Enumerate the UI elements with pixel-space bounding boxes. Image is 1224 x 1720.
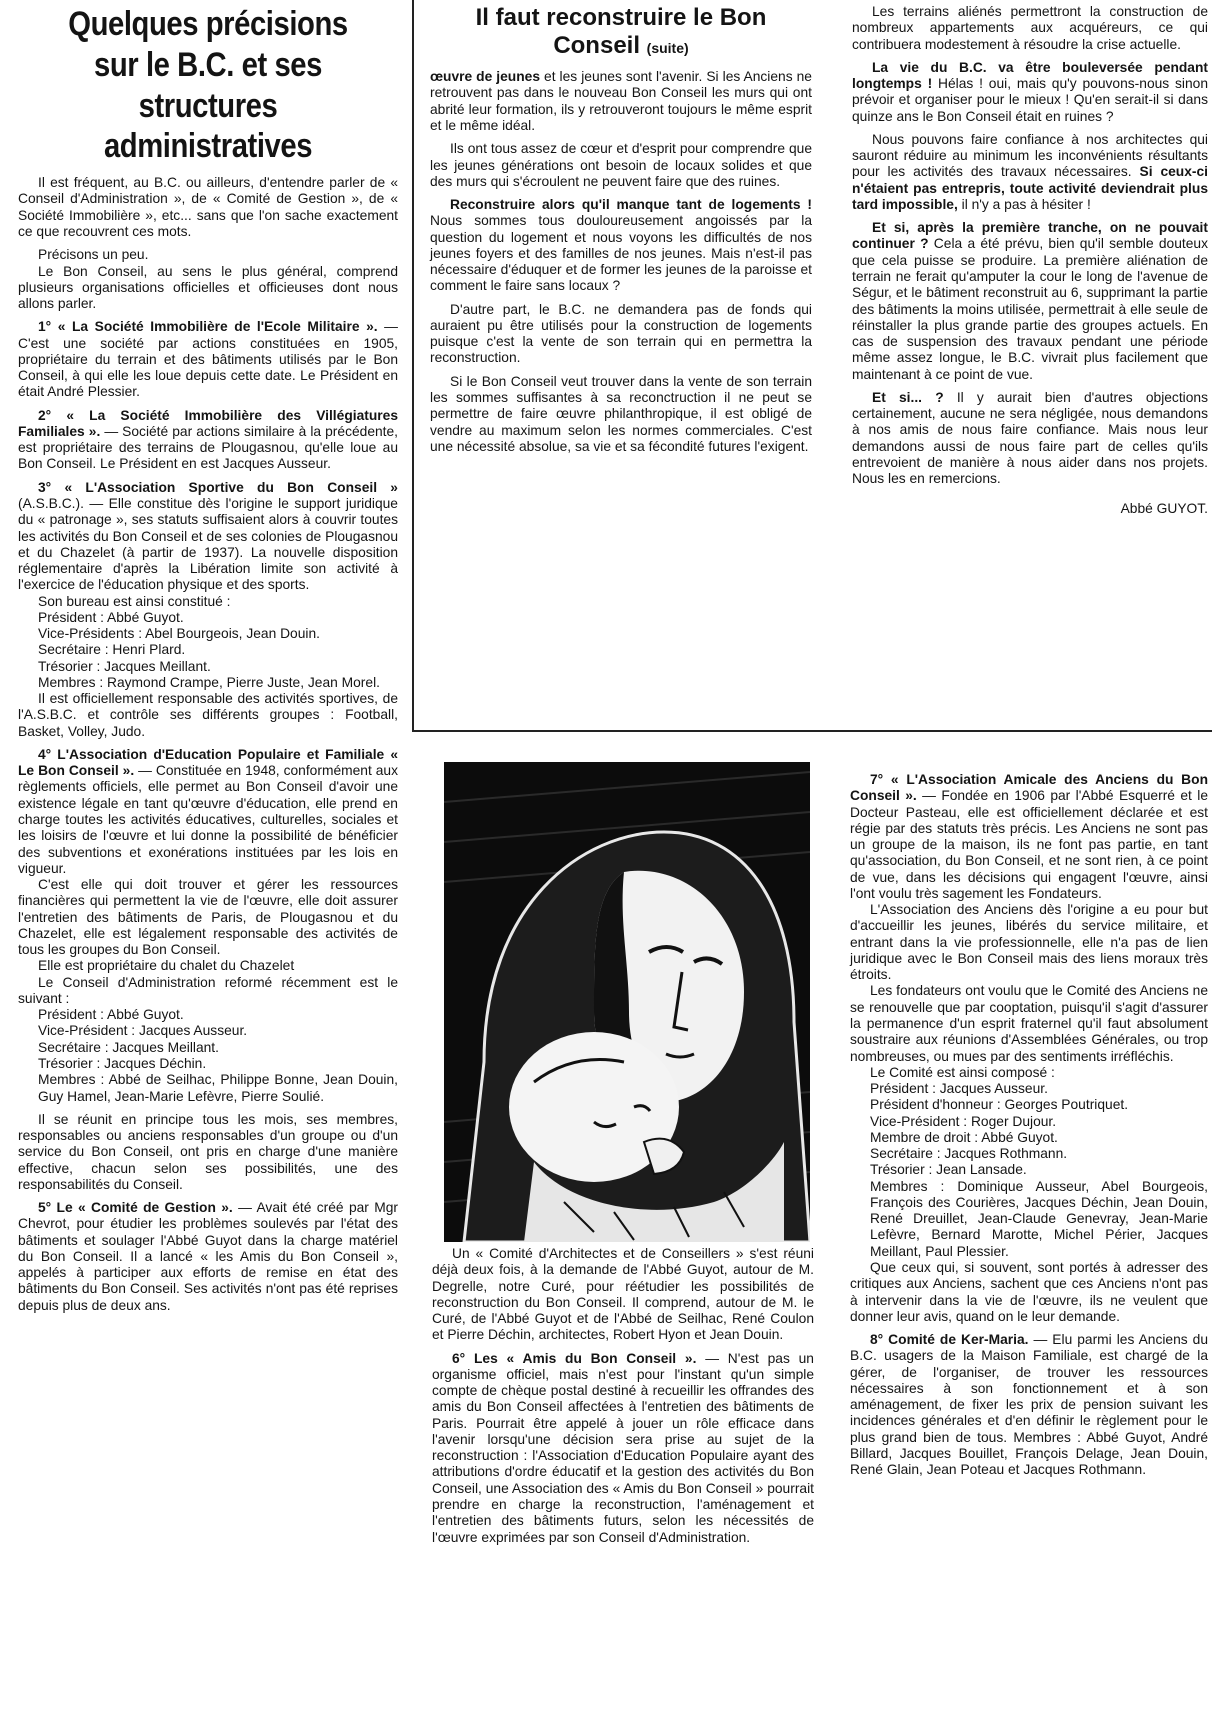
section-4-member: Trésorier : Jacques Déchin. — [38, 1056, 207, 1071]
middle-p1-text: et les jeunes sont l'avenir. Si les Anciens ne retrouvent pas dans le nouveau Bon Conseil les murs qui ont abrité leur formation, ils y retrouveront toujours le même esprit et le même idéal. — [430, 69, 812, 133]
section-3-member: Secrétaire : Henri Plard. — [38, 642, 186, 658]
left-intro: Il est fréquent, au B.C. ou ailleurs, d'entendre parler de « Conseil d'Administration », de « Comité de Gestion », de « Société Immobilière », etc... sans que l'on sache exactement ce que recouvrent ces mots. — [18, 175, 398, 239]
middle-p3-bold: Reconstruire alors qu'il manque tant de logements ! — [450, 197, 812, 213]
middle-column-bottom — [432, 1246, 814, 1553]
right-p3b: il n'y a pas à hésiter ! — [957, 196, 1091, 212]
right-column-top — [852, 4, 1208, 518]
right-p5-bold: Et si... ? — [872, 389, 944, 405]
section-6 — [432, 1351, 814, 1546]
section-7-p3: Les fondateurs ont voulu que le Comité des Anciens ne se renouvelle que par cooptation, puisqu'il s'agit d'assurer la permanence d'un esprit fraternel qu'il faut absolument soustraire aux réunions d'Assemblées Générales, ou trop nombreuses, ou mues par des sentiments irréfléchis. — [850, 983, 1208, 1064]
middle-p3 — [430, 197, 812, 295]
right-p2-bold: La vie du B.C. va être bouleversée pendant longtemps ! — [852, 59, 1208, 92]
section-2 — [18, 408, 398, 473]
middle-column-top — [430, 4, 812, 462]
left-column — [18, 4, 398, 1321]
section-6-heading: 6° Les « Amis du Bon Conseil ». — [452, 1350, 697, 1366]
signature: Abbé GUYOT. — [1120, 501, 1208, 517]
right-column-bottom — [850, 772, 1208, 1485]
section-3-member: Vice-Présidents : Abel Bourgeois, Jean Douin. — [38, 626, 320, 642]
section-7-member: Membre de droit : Abbé Guyot. — [870, 1129, 1058, 1145]
section-7-member: Président d'honneur : Georges Poutriquet. — [870, 1097, 1129, 1113]
section-4-p4: Le Conseil d'Administration reformé récemment est le suivant : — [18, 974, 398, 1006]
middle-title-text: Il faut reconstruire le Bon Conseil — [475, 4, 767, 59]
section-3-end: Il est officiellement responsable des activités sportives, de l'A.S.B.C. et contrôle ses différents groupes : Football, Basket, Volley, Judo. — [18, 691, 398, 739]
section-4-end: Il se réunit en principe tous les mois, ses membres, responsables ou anciens responsables d'un groupe ou d'un service du Bon Conseil, ont pris en charge d'une manière effective, chacun selon ses possibilités, une des responsabilités du Conseil. — [18, 1111, 398, 1192]
section-7-text: — Fondée en 1906 par l'Abbé Esquerré et le Docteur Pasteau, elle est officiellement déclarée et est régie par des statuts très précis. Les Anciens ne sont pas un groupe de la maison, ils ne font pas partie, en tant qu'association, du Bon Conseil, et ne sont rien, à ce point de vue, dans les décisions qui engagent l'œuvre, ainsi l'ont voulu très sagement les Fondateurs. — [850, 788, 1209, 901]
section-3-text: (A.S.B.C.). — Elle constitue dès l'origine le support juridique du « patronage », ses statuts suffisaient alors à couvrir toutes les activités du Bon Conseil et de ses colonies de Plougasnou et du Chazelet (à partir de 1937). La nouvelle disposition réglementaire d'après la Libération limite son activité à l'exercice de l'éducation physique et des sports. — [18, 495, 398, 593]
section-7-member: Trésorier : Jean Lansade. — [870, 1162, 1027, 1178]
middle-p4: D'autre part, le B.C. ne demandera pas de fonds qui auraient pu être utilisés pour la construction de logements puisque c'est la vente de son terrain qui en permettra la reconstruction. — [430, 301, 812, 366]
mother-and-child-illustration — [444, 762, 810, 1242]
section-4-heading: 4° L'Association d'Education Populaire et Familiale « Le Bon Conseil ». — [18, 746, 398, 779]
middle-p1-bold: œuvre de jeunes — [430, 69, 541, 85]
section-3-member: Trésorier : Jacques Meillant. — [38, 658, 211, 674]
section-8-heading: 8° Comité de Ker-Maria. — [870, 1332, 1029, 1348]
middle-p1 — [430, 69, 812, 134]
right-p5 — [852, 390, 1208, 488]
left-intro2: Le Bon Conseil, au sens le plus général, comprend plusieurs organisations officielles et officieuses dont nous allons parler. — [18, 263, 398, 312]
section-4-member: Vice-Président : Jacques Ausseur. — [38, 1023, 248, 1039]
section-7-member: Président : Jacques Ausseur. — [870, 1081, 1048, 1097]
section-4-p3: Elle est propriétaire du chalet du Chazelet — [38, 958, 295, 974]
section-5-heading: 5° Le « Comité de Gestion ». — [38, 1200, 233, 1216]
section-7 — [850, 772, 1208, 902]
section-7-member: Membres : Dominique Ausseur, Abel Bourgeois, François des Courières, Jacques Déchin, Jean Douin, René Dreuillet, Jean-Claude Genevray, Jean-Marie Lefèvre, Bernard Marotte, Michel Périer, Jacques Meillant, Paul Plessier. — [870, 1178, 1208, 1259]
section-1-text: — C'est une société par actions constituées en 1905, propriétaire du terrain et des bâtiments utilisés par le Bon Conseil, à qui elle les loue depuis cette date. Le Président en était André Plessier. — [18, 319, 398, 400]
right-p4-bold: Et si, après la première tranche, on ne pouvait continuer ? — [852, 220, 1208, 252]
right-p3a: Nous pouvons faire confiance à nos architectes qui sauront réduire au minimum les inconvénients résultants pour les activités des travaux nécessaires. — [852, 131, 1208, 180]
middle-p5: Si le Bon Conseil veut trouver dans la vente de son terrain les sommes suffisantes à sa reconctruction il ne peut se permettre de faire œuvre philanthropique, il est obligé de vendre au maximum selon les normes commerciales. C'est une nécessité absolue, sa vie et sa fécondité futures l'exigent. — [430, 373, 812, 454]
section-4-member: Président : Abbé Guyot. — [38, 1007, 184, 1023]
section-1 — [18, 319, 398, 400]
section-8-text: — Elu parmi les Anciens du B.C. usagers de la Maison Familiale, est chargé de la gérer, de l'organiser, de trouver les ressources nécessaires à son fonctionnement et à son aménagement, de fixer les prix de pension suivant les incidences générales et d'en définir le règlement pour le plus grand bien de tous. Membres : Abbé Guyot, André Billard, Jacques Bouillet, François Delage, Jean Douin, René Glain, Jean Poteau et Jacques Rothmann. — [850, 1332, 1209, 1478]
section-4 — [18, 747, 398, 877]
section-3 — [18, 480, 398, 594]
middle-p2: Ils ont tous assez de cœur et d'esprit pour comprendre que les jeunes générations ont besoin de locaux solides et que des murs qui s'écroulent ne peuvent faire que des ruines. — [430, 141, 812, 189]
middle-p3-text: Nous sommes tous douloureusement angoissés par la question du logement et nous voyons les difficultés de nos jeunes foyers et des familles de nos jeunes. Mais n'est-il pas nécessaire d'éduquer et de former les jeunes de la paroisse et comment le faire sans locaux ? — [430, 213, 812, 294]
section-5 — [18, 1200, 398, 1314]
right-p3-bold: Si ceux-ci n'étaient pas entrepris, toute activité deviendrait plus tard impossible, — [852, 164, 1208, 212]
left-article-title: Quelques précisions sur le B.C. et ses structures administratives — [68, 5, 348, 166]
section-7-comite: Le Comité est ainsi composé : — [870, 1064, 1055, 1080]
middle-title-suffix: (suite) — [646, 39, 689, 56]
right-p1: Les terrains aliénés permettront la construction de nombreux appartements aux acquéreurs, ce qui contribuera modestement à résoudre la crise actuelle. — [852, 4, 1208, 52]
section-3-heading: 3° « L'Association Sportive du Bon Conseil » — [38, 479, 398, 495]
right-p4 — [852, 220, 1208, 383]
right-p4-text: Cela a été prévu, bien qu'il semble douteux que cela puisse se produire. La première aliénation de terrain ne ferait qu'amputer la cour le long de l'avenue de Ségur, et le bâtiment reconstruit au 6, supprimant la partie des bâtiments la moins utilisée, permettrait à elle seule de réinstaller la plus grande partie des groupes actuels. En cas de suspension des travaux pendant une période même assez longue, le B.C. vivrait plus facilement que maintenant à ce point de vue. — [852, 236, 1208, 382]
section-4-text: — Constituée en 1948, conformément aux règlements officiels, elle permet au Bon Conseil d'avoir une existence légale en tant qu'œuvre d'éducation, elle prend en charge toutes les activités éducatives, culturelles, sociales et les loisirs de l'œuvre et lui donne la possibilité de bénéficier des subventions et exonérations instituées par les lois en vigueur. — [18, 763, 398, 876]
section-5-text: — Avait été créé par Mgr Chevrot, pour étudier les problèmes soulevés par l'état des bâtiments et soulager l'Abbé Guyot dans la charge matériel du Bon Conseil. Il a lancé « les Amis du Bon Conseil », appelés à participer aux efforts de remise en état des bâtiments du Bon Conseil. Ses activités n'ont pas été reprises depuis plus de deux ans. — [18, 1200, 398, 1313]
right-p2 — [852, 60, 1208, 125]
section-3-member: Membres : Raymond Crampe, Pierre Juste, Jean Morel. — [38, 674, 380, 690]
section-6-text: — N'est pas un organisme officiel, mais n'est pour l'instant qu'un simple compte de chèque postal destiné à recueillir les offrandes des amis du Bon Conseil affectées à l'entretien des bâtiments de Paris. Pourrait être appelé à jouer un rôle efficace dans l'avenir lorsqu'une décision sera prise au sujet de la reconstruction : l'Association d'Education Populaire ayant des attributions d'ordre éducatif et la gestion des activités du Bon Conseil, une Association des « Amis du Bon Conseil » pourrait prendre en charge la reconstruction, l'aménagement et l'entretien des bâtiments futurs, selon les nécessités de l'œuvre exprimées par son Conseil d'Administration. — [432, 1350, 814, 1545]
section-7-p2: L'Association des Anciens dès l'origine a eu pour but d'accueillir les jeunes, libérés du service militaire, et entrant dans la vie professionnelle, elle n'a pas de lien juridique avec le Bon Conseil mais des liens moraux très étroits. — [850, 902, 1208, 983]
section-3-bureau: Son bureau est ainsi constitué : — [38, 593, 231, 609]
section-3-member: Président : Abbé Guyot. — [38, 609, 184, 625]
section-1-heading: 1° « La Société Immobilière de l'Ecole Militaire ». — [38, 319, 378, 335]
left-precisons: Précisons un peu. — [38, 247, 149, 263]
section-4-member: Membres : Abbé de Seilhac, Philippe Bonne, Jean Douin, Guy Hamel, Jean-Marie Lefèvre, Pierre Soulié. — [38, 1072, 398, 1104]
section-2-text: — Société par actions similaire à la précédente, est propriétaire des terrains de Plougasnou, qu'elle loue au Bon Conseil. Le Président en est Jacques Ausseur. — [18, 423, 399, 472]
right-p3 — [852, 132, 1208, 213]
middle-article-title — [430, 4, 812, 59]
comite-architectes: Un « Comité d'Architectes et de Conseillers » s'est réuni déjà deux fois, à la demande de l'Abbé Guyot, autour de M. Degrelle, notre Curé, pour réétudier les possibilités de reconstruction du Bon Conseil. Il comprend, autour de M. le Curé, de l'Abbé Guyot et de l'Abbé de Seilhac, René Coulon et Pierre Déchin, architectes, Robert Hyon et Jean Douin. — [432, 1246, 814, 1343]
woodcut-image — [444, 762, 810, 1242]
section-4-member: Secrétaire : Jacques Meillant. — [38, 1039, 219, 1055]
section-7-heading: 7° « L'Association Amicale des Anciens du Bon Conseil ». — [850, 772, 1208, 804]
section-7-member: Vice-Président : Roger Dujour. — [870, 1113, 1057, 1129]
section-8 — [850, 1332, 1208, 1478]
section-2-heading: 2° « La Société Immobilière des Villégiatures Familiales ». — [18, 407, 398, 439]
section-7-end: Que ceux qui, si souvent, sont portés à adresser des critiques aux Anciens, sachent que ces Anciens n'ont pas à intervenir dans la vie de l'œuvre, ils ne veulent que donner leur avis, quand on le leur demande. — [850, 1259, 1208, 1324]
section-4-p2: C'est elle qui doit trouver et gérer les ressources financières qui permettent la vie de l'œuvre, elle doit assurer l'entretien des bâtiments de Paris, de Plougasnou et du Chazelet, elle est légalement responsable des activités de tous les groupes du Bon Conseil. — [18, 877, 398, 958]
right-p5-text: Il y aurait bien d'autres objections certainement, aucune ne sera négligée, nous demandons à nos amis de nous faire confiance. Mais nous leur demandons aussi de nous faire part de celles qu'ils entrevoient de manière à nous aider dans nos projets. Nous les en remercions. — [852, 389, 1208, 487]
right-p2-text: Hélas ! oui, mais qu'y pouvons-nous sinon prévoir et organiser pour le mieux ! Qu'en serait-il si dans quinze ans le Bon Conseil était en ruines ? — [852, 76, 1208, 124]
section-7-member: Secrétaire : Jacques Rothmann. — [870, 1146, 1068, 1162]
